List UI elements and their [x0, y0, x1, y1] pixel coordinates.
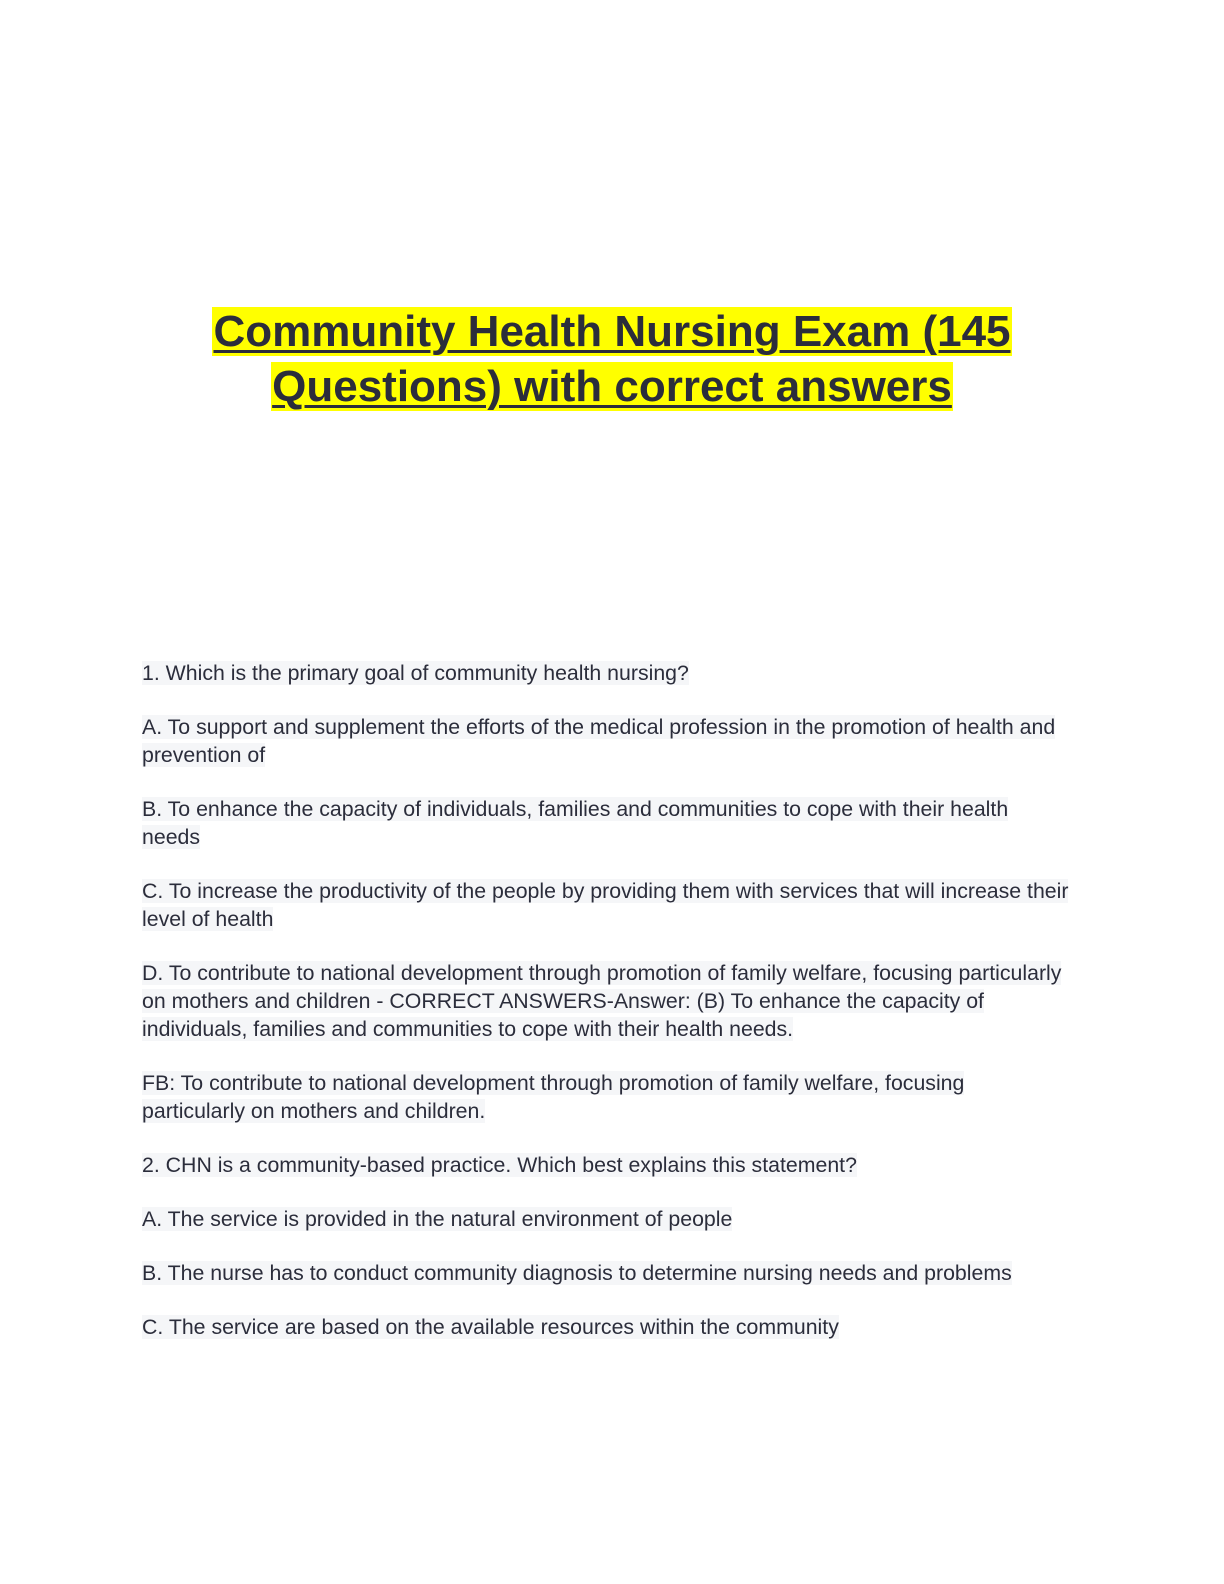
question-2-option-b: B. The nurse has to conduct community diagnosis to determine nursing needs and problems [142, 1261, 1012, 1285]
question-1-option-b: B. To enhance the capacity of individuals, families and communities to cope with their health needs [142, 797, 1009, 849]
question-1-feedback: FB: To contribute to national development through promotion of family welfare, focusing particularly on mothers and children. [142, 1071, 965, 1123]
document-title [0, 304, 1224, 414]
question-1: 1. Which is the primary goal of community health nursing? [142, 661, 689, 685]
question-2-option-a: A. The service is provided in the natural environment of people [142, 1207, 733, 1231]
title-line-2: Questions) with correct answers [272, 362, 952, 411]
question-1-option-d-answer: D. To contribute to national development through promotion of family welfare, focusing particularly on mothers and children - CORRECT ANSWERS-Answer: (B) To enhance the capacity of individuals, families and communities to cope with their health needs. [142, 961, 1062, 1041]
question-1-option-c: C. To increase the productivity of the people by providing them with services that will increase their level of health [142, 879, 1069, 931]
document-body [142, 659, 1072, 1367]
title-line-1: Community Health Nursing Exam (145 [213, 307, 1011, 356]
question-1-option-a: A. To support and supplement the efforts of the medical profession in the promotion of health and prevention of [142, 715, 1056, 767]
question-2: 2. CHN is a community-based practice. Which best explains this statement? [142, 1153, 857, 1177]
question-2-option-c: C. The service are based on the available resources within the community [142, 1315, 839, 1339]
